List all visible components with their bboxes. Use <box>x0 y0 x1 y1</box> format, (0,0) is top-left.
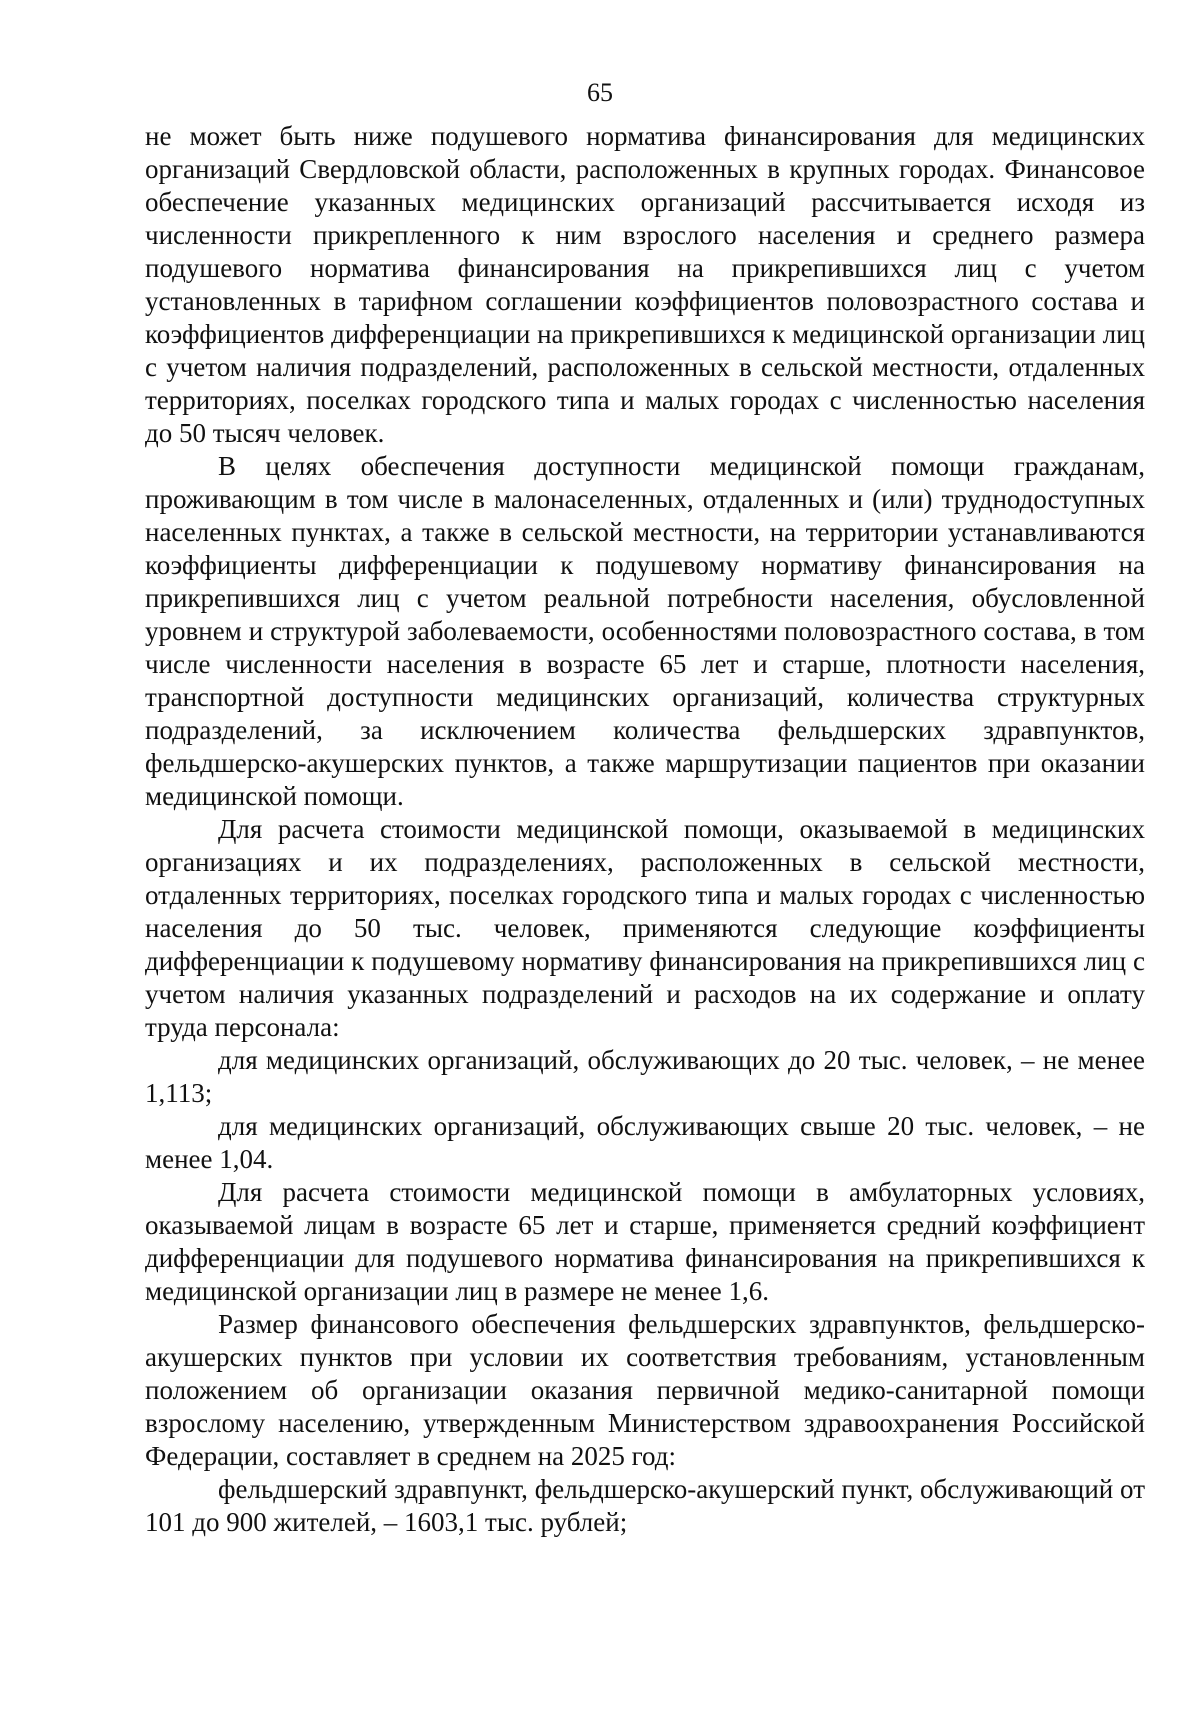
paragraph-continuation: не может быть ниже подушевого норматива финансирования для медицинских организаций Свердловской области, расположенных в крупных городах. Финансовое обеспечение указанных медицинских организаций рассчитывается исходя из численности прикрепленного к ним взрослого населения и среднего размера подушевого норматива финансирования на прикрепившихся лиц с учетом установленных в тарифном соглашении коэффициентов половозрастного состава и коэффициентов дифференциации на прикрепившихся к медицинской организации лиц с учетом наличия подразделений, расположенных в сельской местности, отдаленных территориях, поселках городского типа и малых городах с численностью населения до 50 тысяч человек. <box>145 121 1145 448</box>
paragraph-age-65-coefficient: Для расчета стоимости медицинской помощи в амбулаторных условиях, оказываемой лицам в возрасте 65 лет и старше, применяется средний коэффициент дифференциации для подушевого норматива финансирования на прикрепившихся к медицинской организации лиц в размере не менее 1,6. <box>145 1177 1145 1306</box>
paragraph-rural-coefficients: Для расчета стоимости медицинской помощи, оказываемой в медицинских организациях и их подразделениях, расположенных в сельской местности, отдаленных территориях, поселках городского типа и малых городах с численностью населения до 50 тыс. человек, применяются следующие коэффициенты дифференциации к подушевому нормативу финансирования на прикрепившихся лиц с учетом наличия указанных подразделений и расходов на их содержание и оплату труда персонала: <box>145 814 1145 1042</box>
page-number: 65 <box>587 78 613 107</box>
paragraph-feldsher-funding: Размер финансового обеспечения фельдшерских здравпунктов, фельдшерско-акушерских пунктов при условии их соответствия требованиям, установленным положением об организации оказания первичной медико-санитарной помощи взрослому населению, утвержденным Министерством здравоохранения Российской Федерации, составляет в среднем на 2025 год: <box>145 1309 1145 1471</box>
paragraph-feldsher-101-900: фельдшерский здравпункт, фельдшерско-акушерский пункт, обслуживающий от 101 до 900 жителей, – 1603,1 тыс. рублей; <box>145 1474 1145 1537</box>
paragraph-coefficient-up-to-20k: для медицинских организаций, обслуживающих до 20 тыс. человек, – не менее 1,113; <box>145 1045 1145 1108</box>
paragraph-coefficient-over-20k: для медицинских организаций, обслуживающих свыше 20 тыс. человек, – не менее 1,04. <box>145 1111 1145 1174</box>
paragraph-accessibility-coefficients: В целях обеспечения доступности медицинской помощи гражданам, проживающим в том числе в малонаселенных, отдаленных и (или) труднодоступных населенных пунктах, а также в сельской местности, на территории устанавливаются коэффициенты дифференциации к подушевому нормативу финансирования на прикрепившихся лиц с учетом реальной потребности населения, обусловленной уровнем и структурой заболеваемости, особенностями половозрастного состава, в том числе численности населения в возрасте 65 лет и старше, плотности населения, транспортной доступности медицинских организаций, количества структурных подразделений, за исключением количества фельдшерских здравпунктов, фельдшерско-акушерских пунктов, а также маршрутизации пациентов при оказании медицинской помощи. <box>145 451 1145 811</box>
document-body <box>145 120 1145 1539</box>
